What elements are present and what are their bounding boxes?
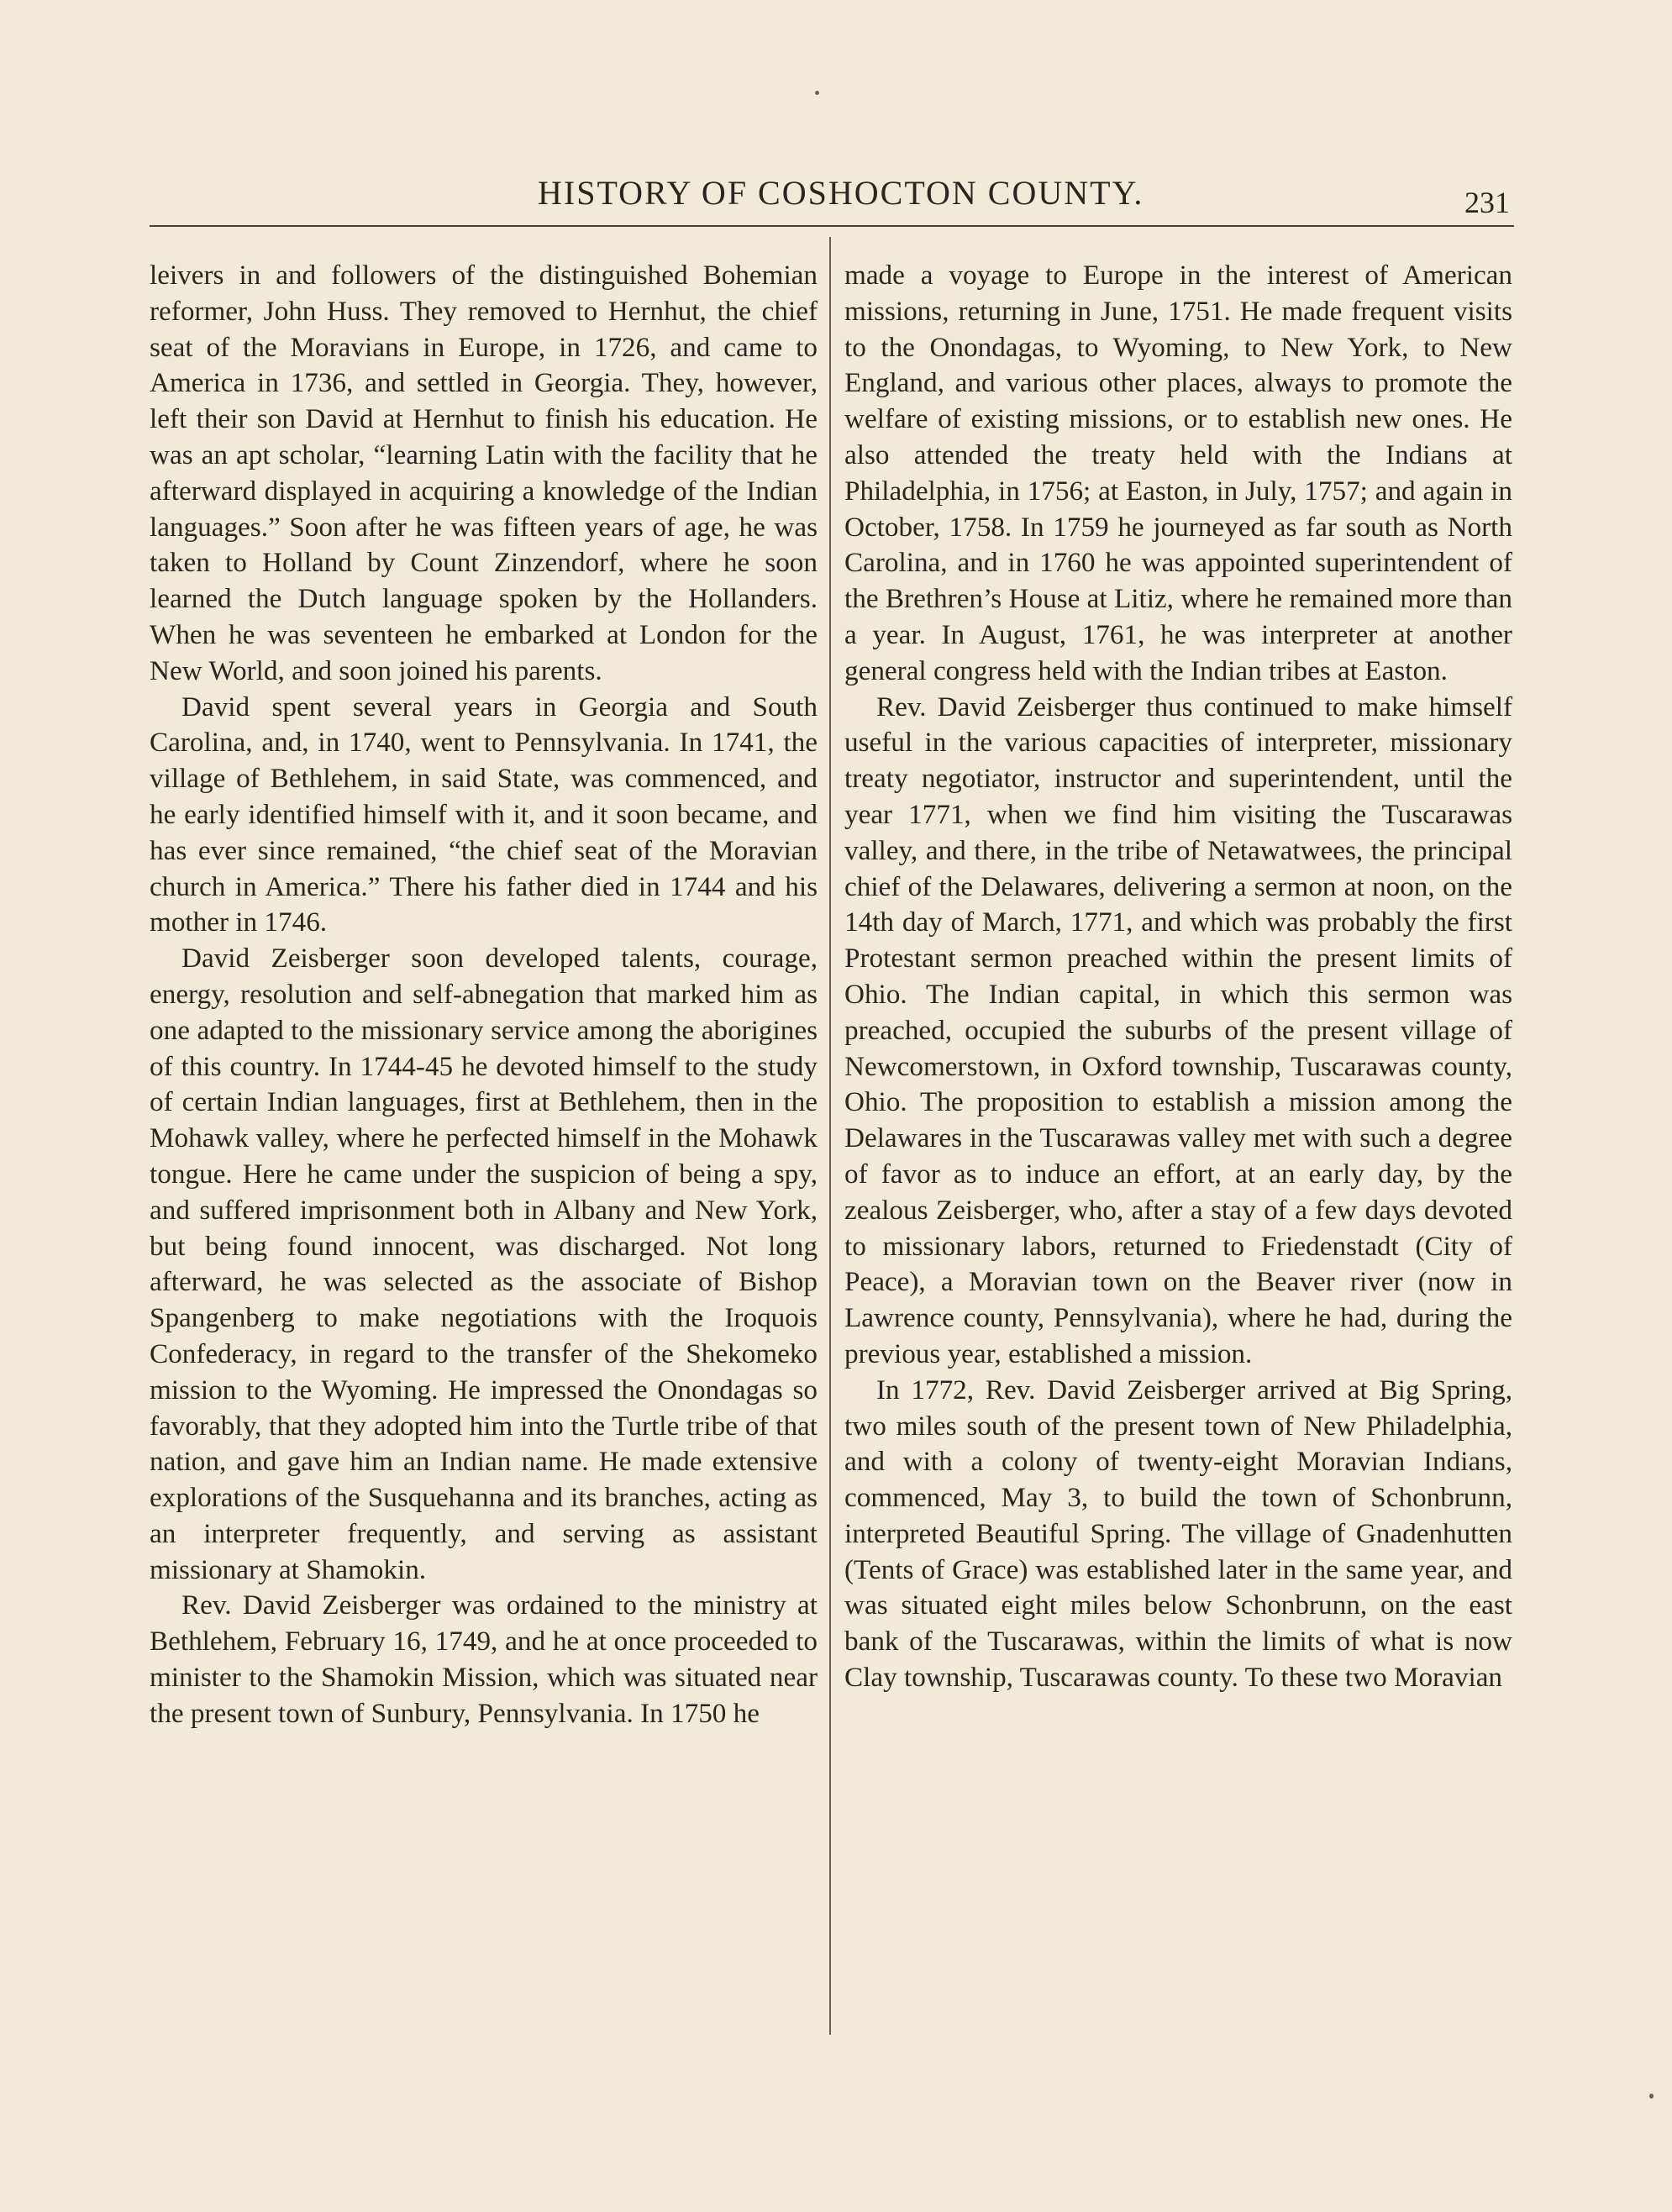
paragraph: David spent several years in Georgia and South Carolina, and, in 1740, went to Pennsylvania. In 1741, the village of Bethlehem, in said State, was commenced, and he early identified himself with it, and it soon became, and has ever since remained, “the chief seat of the Moravian church in America.” There his father died in 1744 and his mother in 1746. <box>150 691 818 938</box>
ink-speck <box>815 91 819 95</box>
right-column <box>844 258 1512 1696</box>
paragraph: Rev. David Zeisberger thus continued to make himself useful in the various capacities of interpreter, missionary treaty negotiator, instructor and superintendent, until the year 1771, when we find him visiting the Tuscarawas valley, and there, in the tribe of Netawatwees, the principal chief of the Delawares, delivering a sermon at noon, on the 14th day of March, 1771, and which was probably the first Protestant sermon preached within the present limits of Ohio. The Indian capital, in which this sermon was preached, occupied the suburbs of the present village of Newcomerstown, in Oxford township, Tuscarawas county, Ohio. The proposition to establish a mission among the Delawares in the Tuscarawas valley met with such a degree of favor as to induce an effort, at an early day, by the zealous Zeisberger, who, after a stay of a few days devoted to missionary labors, returned to Friedenstadt (City of Peace), a Moravian town on the Beaver river (now in Lawrence county, Pennsylvania), where he had, during the previous year, established a mission. <box>844 691 1512 1369</box>
paragraph: leivers in and followers of the distinguished Bohemian reformer, John Huss. They removed to Hernhut, the chief seat of the Moravians in Europe, in 1726, and came to America in 1736, and settled in Georgia. They, however, left their son David at Hernhut to finish his education. He was an apt scholar, “learning Latin with the facility that he afterward displayed in acquiring a knowledge of the Indian languages.” Soon after he was fifteen years of age, he was taken to Holland by Count Zinzendorf, where he soon learned the Dutch language spoken by the Hollanders. When he was seventeen he embarked at London for the New World, and soon joined his parents. <box>150 260 818 686</box>
paragraph: made a voyage to Europe in the interest of American missions, returning in June, 1751. He made frequent visits to the Onondagas, to Wyoming, to New York, to New England, and various other places, always to promote the welfare of existing missions, or to establish new ones. He also attended the treaty held with the Indians at Philadelphia, in 1756; at Easton, in July, 1757; and again in October, 1758. In 1759 he journeyed as far south as North Carolina, and in 1760 he was appointed superintendent of the Brethren’s House at Litiz, where he remained more than a year. In August, 1761, he was interpreter at another general congress held with the Indian tribes at Easton. <box>844 260 1512 686</box>
header-rule <box>150 225 1514 227</box>
paragraph: David Zeisberger soon developed talents, courage, energy, resolution and self-abnegation that marked him as one adapted to the missionary service among the aborigines of this country. In 1744-45 he devoted himself to the study of certain Indian languages, first at Bethlehem, then in the Mohawk valley, where he perfected himself in the Mohawk tongue. Here he came under the suspicion of being a spy, and suffered imprisonment both in Albany and New York, but being found innocent, was discharged. Not long afterward, he was selected as the associate of Bishop Spangenberg to make negotiations with the Iroquois Confederacy, in regard to the transfer of the Shekomeko mission to the Wyoming. He impressed the Onondagas so favorably, that they adopted him into the Turtle tribe of that nation, and gave him an Indian name. He made extensive explorations of the Susquehanna and its branches, acting as an interpreter frequently, and serving as assistant missionary at Shamokin. <box>150 943 818 1585</box>
paragraph: Rev. David Zeisberger was ordained to the ministry at Bethlehem, February 16, 1749, and he at once proceeded to minister to the Shamokin Mission, which was situated near the present town of Sunbury, Pennsylvania. In 1750 he <box>150 1589 818 1729</box>
left-column <box>150 258 818 1732</box>
running-head <box>0 170 1672 220</box>
page-title: HISTORY OF COSHOCTON COUNTY. <box>538 174 1144 212</box>
ink-speck <box>1649 2094 1654 2099</box>
paragraph: In 1772, Rev. David Zeisberger arrived at Big Spring, two miles south of the present town of New Philadelphia, and with a colony of twenty-eight Moravian Indians, commenced, May 3, to build the town of Schonbrunn, interpreted Beautiful Spring. The village of Gnadenhutten (Tents of Grace) was established later in the same year, and was situated eight miles below Schonbrunn, on the east bank of the Tuscarawas, within the limits of what is now Clay township, Tuscarawas county. To these two Moravian <box>844 1374 1512 1694</box>
page-number: 231 <box>1464 186 1510 219</box>
column-divider <box>829 237 831 2035</box>
